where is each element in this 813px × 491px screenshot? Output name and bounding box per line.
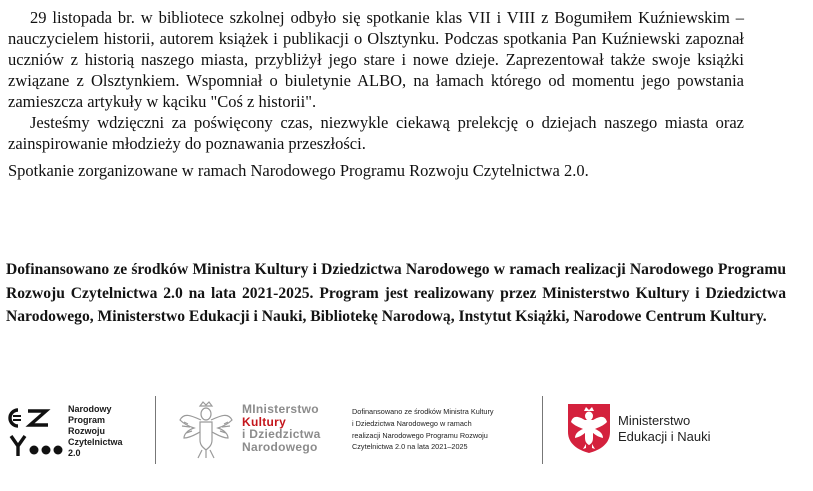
mkidn-line-4: Narodowego [242, 439, 318, 454]
men-line-2: Edukacji i Nauki [618, 429, 711, 444]
article-paragraph-2: Jesteśmy wdzięczni za poświęcony czas, niezwykle ciekawą prelekcję o dziejach naszego miasta oraz zainspirowanie młodzieży do poznawania przeszłości. [8, 113, 744, 153]
funding-notice: Dofinansowano ze środków Ministra Kultury i Dziedzictwa Narodowego w ramach realizacji Narodowego Programu Rozwoju Czytelnictwa 2.0 na lata 2021-2025. Program jest realizowany przez Ministerstwo Kultury i Dziedzictwa Narodowego, Ministerstwo Edukacji i Nauki, Bibliotekę Narodową, Instytut Książki, Narodowe Centrum Kultury. [6, 261, 786, 325]
funding-small-line-2: i Dziedzictwa Narodowego w ramach [352, 418, 472, 428]
nprc-line-4: Czytelnictwa [68, 437, 123, 447]
nprc-line-5: 2.0 [68, 448, 81, 458]
eagle-icon [178, 400, 234, 460]
nprc-line-3: Rozwoju [68, 426, 105, 436]
nprc-logo-icon [8, 406, 64, 462]
funding-small-line-1: Dofinansowano ze środków Ministra Kultury [352, 407, 494, 416]
article-paragraph-1: 29 listopada br. w bibliotece szkolnej odbyło się spotkanie klas VII i VIII z Bogumiłem Kuźniewskim – nauczycielem historii, autorem książek i publikacji o Olsztynku. Podczas spotkania Pan Kuźniewski zapoznał uczniów z historią naszego miasta, przybliżył jego stare i nowe dzieje. Zaprezentował także swoje książki związane z Olsztynkiem. Wspomniał o biuletynie ALBO, na łamach którego od momentu jego powstania zamieszcza artykuły w kąciku "Coś z historii". [8, 8, 744, 111]
white-eagle-shield-icon [566, 402, 612, 454]
mkidn-line-2: Kultury [242, 414, 287, 429]
nprc-line-1: Narodowy [68, 404, 112, 414]
article-paragraph-3: Spotkanie zorganizowane w ramach Narodowego Programu Rozwoju Czytelnictwa 2.0. [8, 161, 589, 180]
nprc-logo-text [68, 404, 123, 459]
funding-small-line-4: Czytelnictwa 2.0 na lata 2021–2025 [352, 442, 468, 452]
mkidn-line-1: MInisterstwo [242, 402, 319, 416]
men-logo-text [618, 413, 711, 445]
nprc-line-2: Program [68, 415, 106, 425]
men-logo [566, 402, 766, 458]
mkidn-line-3: i Dziedzictwa [242, 427, 321, 441]
mkidn-logo-text [242, 403, 321, 453]
funding-small-text [352, 406, 537, 453]
footer-divider-1 [155, 396, 156, 464]
men-line-1: Ministerstwo [618, 413, 691, 428]
mkidn-logo [178, 400, 338, 466]
footer-logos [0, 386, 813, 476]
funding-small-line-3: realizacji Narodowego Programu Rozwoju [352, 430, 488, 440]
nprc-logo [8, 404, 148, 464]
article-text [8, 7, 744, 181]
footer-divider-2 [542, 396, 543, 464]
